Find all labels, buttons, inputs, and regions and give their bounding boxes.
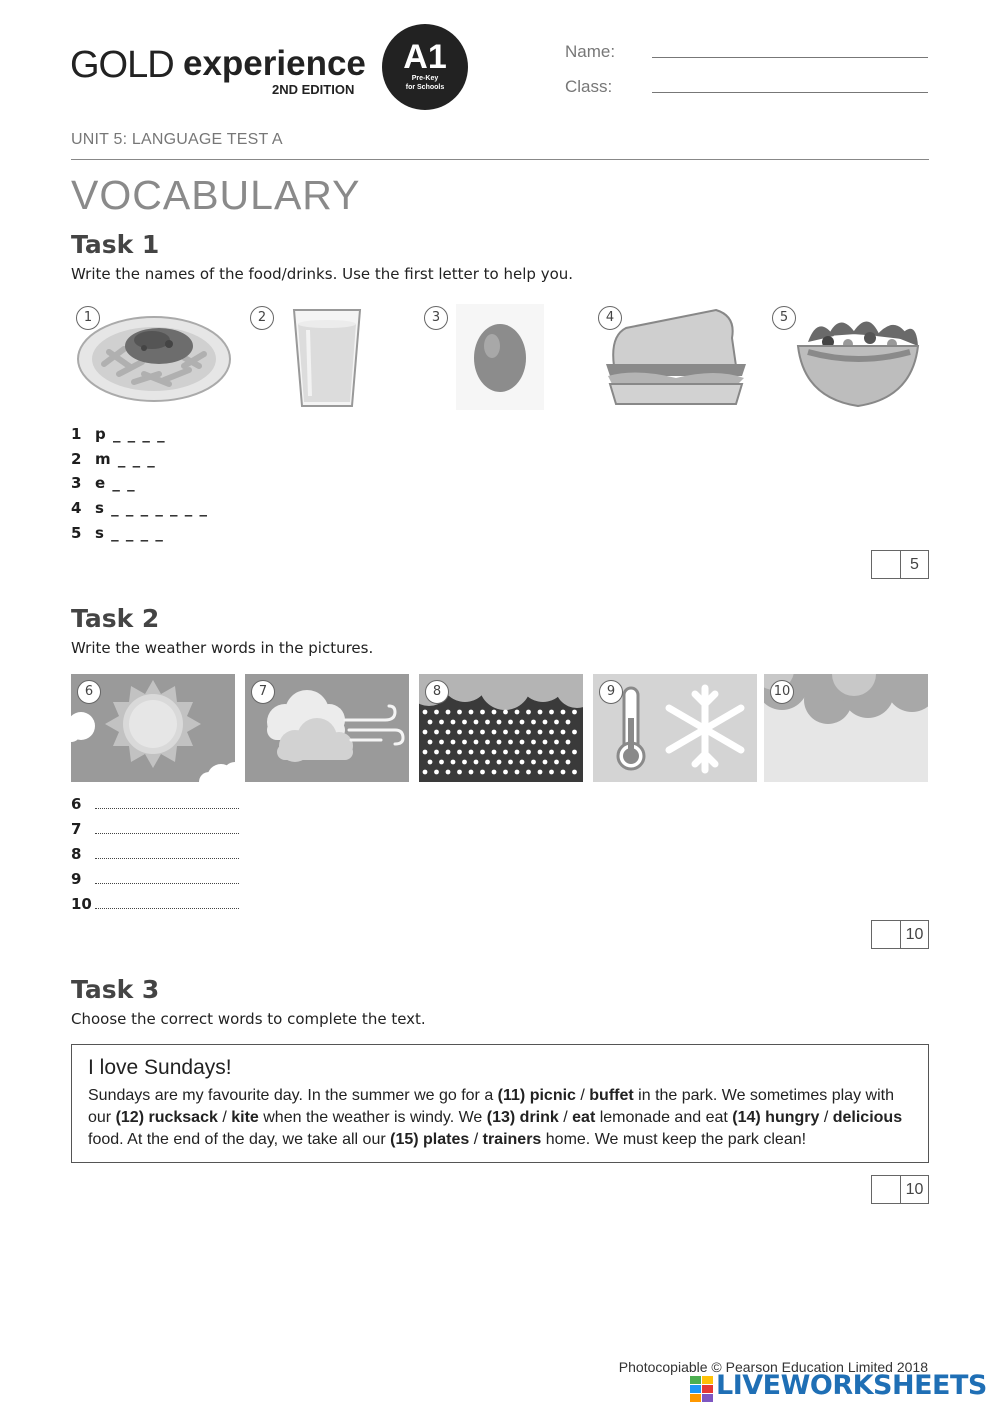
- answer-row[interactable]: [71, 895, 239, 913]
- option-word[interactable]: plates: [423, 1131, 470, 1148]
- raindrop: [439, 760, 444, 765]
- score-max: 5: [910, 556, 919, 573]
- picture-number: 2: [250, 306, 274, 330]
- answer-row[interactable]: [71, 425, 166, 443]
- raindrop: [434, 730, 439, 735]
- raindrop: [503, 730, 508, 735]
- raindrop: [497, 720, 502, 725]
- egg-icon: [456, 304, 544, 410]
- score-box: [871, 550, 929, 579]
- score-input[interactable]: [872, 551, 901, 578]
- raindrop: [457, 750, 462, 755]
- raindrop: [526, 710, 531, 715]
- raindrop: [503, 710, 508, 715]
- unit-title: UNIT 5: LANGUAGE TEST A: [71, 131, 283, 148]
- picture-number: 5: [772, 306, 796, 330]
- answer-blank[interactable]: [95, 846, 239, 859]
- raindrop: [462, 720, 467, 725]
- picture-number: 6: [77, 680, 101, 704]
- raindrop: [462, 740, 467, 745]
- text-segment: lemonade and eat: [595, 1109, 733, 1126]
- raindrop: [572, 730, 577, 735]
- answer-number: 1: [71, 425, 82, 443]
- raindrop: [474, 740, 479, 745]
- raindrop: [538, 750, 543, 755]
- picture-number: 3: [424, 306, 448, 330]
- score-input[interactable]: [872, 1176, 901, 1203]
- option-separator: /: [469, 1131, 483, 1148]
- level-badge-text: A1: [403, 38, 447, 76]
- answer-row[interactable]: [71, 845, 239, 863]
- gap-number: (15): [390, 1131, 419, 1148]
- raindrop: [480, 710, 485, 715]
- brand-experience: experience: [183, 44, 366, 83]
- raindrop: [515, 750, 520, 755]
- raindrop: [469, 710, 474, 715]
- gap-number: (11): [497, 1087, 526, 1104]
- answer-row[interactable]: [71, 820, 239, 838]
- answer-number: 5: [71, 524, 82, 542]
- raindrop: [515, 730, 520, 735]
- raindrop: [428, 760, 433, 765]
- answer-number: 3: [71, 474, 82, 492]
- raindrop: [515, 710, 520, 715]
- raindrop: [485, 760, 490, 765]
- score-box: [871, 920, 929, 949]
- raindrop: [469, 770, 474, 775]
- header-divider: [71, 159, 929, 160]
- raindrop: [428, 740, 433, 745]
- raindrop: [554, 720, 559, 725]
- answer-blank[interactable]: [95, 821, 239, 834]
- raindrop: [423, 770, 428, 775]
- task2-instruction: Write the weather words in the pictures.: [71, 639, 374, 657]
- raindrop: [572, 710, 577, 715]
- raindrop: [538, 770, 543, 775]
- picture-number: 8: [425, 680, 449, 704]
- raindrop: [497, 740, 502, 745]
- raindrop: [462, 760, 467, 765]
- raindrop: [480, 750, 485, 755]
- answer-number: 9: [71, 870, 82, 888]
- raindrop: [497, 760, 502, 765]
- option-word[interactable]: rucksack: [148, 1109, 218, 1126]
- raindrop: [451, 740, 456, 745]
- raindrop: [572, 770, 577, 775]
- option-word[interactable]: hungry: [765, 1109, 820, 1126]
- liveworksheets-wordmark: LIVEWORKSHEETS: [716, 1370, 987, 1401]
- raindrop: [434, 770, 439, 775]
- raindrop: [531, 760, 536, 765]
- picture-number: 1: [76, 306, 100, 330]
- raindrop: [554, 760, 559, 765]
- class-field[interactable]: [652, 92, 928, 93]
- raindrop: [566, 740, 571, 745]
- raindrop: [451, 760, 456, 765]
- raindrop: [474, 720, 479, 725]
- raindrop: [531, 720, 536, 725]
- raindrop: [543, 760, 548, 765]
- answer-row[interactable]: [71, 795, 239, 813]
- answer-row[interactable]: [71, 474, 136, 492]
- option-separator: /: [575, 1087, 590, 1104]
- option-word[interactable]: kite: [231, 1109, 259, 1126]
- raindrop: [446, 750, 451, 755]
- answer-row[interactable]: [71, 524, 164, 542]
- raindrop: [538, 710, 543, 715]
- raindrop: [446, 730, 451, 735]
- option-word[interactable]: drink: [519, 1109, 559, 1126]
- raindrop: [520, 720, 525, 725]
- raindrop: [543, 740, 548, 745]
- raindrop: [520, 740, 525, 745]
- raindrop: [428, 720, 433, 725]
- raindrop: [492, 710, 497, 715]
- raindrop: [508, 720, 513, 725]
- option-word[interactable]: eat: [572, 1109, 596, 1126]
- score-box: [871, 1175, 929, 1204]
- answer-blank[interactable]: [95, 871, 239, 884]
- raindrop: [554, 740, 559, 745]
- answer-row[interactable]: [71, 499, 208, 517]
- raindrop: [492, 730, 497, 735]
- raindrop: [434, 710, 439, 715]
- reading-body: [88, 1085, 914, 1151]
- answer-number: 6: [71, 795, 82, 813]
- task1-title: Task 1: [71, 230, 160, 259]
- raindrop: [526, 730, 531, 735]
- reading-text-box: [71, 1044, 929, 1163]
- reading-title: I love Sundays!: [88, 1056, 232, 1079]
- picture-number: 7: [251, 680, 275, 704]
- picture-number: 10: [770, 680, 794, 704]
- section-title: VOCABULARY: [71, 172, 361, 218]
- answer-number: 8: [71, 845, 82, 863]
- text-segment: Sundays are my favourite day. In the summer we go for a: [88, 1087, 498, 1104]
- answer-hint: e _ _: [95, 474, 136, 492]
- raindrop: [480, 770, 485, 775]
- raindrop: [561, 770, 566, 775]
- raindrop: [492, 770, 497, 775]
- answer-hint: p _ _ _ _: [95, 425, 166, 443]
- answer-number: 7: [71, 820, 82, 838]
- raindrop: [566, 720, 571, 725]
- level-badge-sub1: Pre-Key: [411, 75, 439, 82]
- answer-number: 10: [71, 895, 92, 913]
- picture-number: 4: [598, 306, 622, 330]
- score-max: 10: [905, 1181, 924, 1198]
- picture-number: 9: [599, 680, 623, 704]
- raindrop: [549, 730, 554, 735]
- name-field[interactable]: [652, 57, 928, 58]
- raindrop: [439, 720, 444, 725]
- answer-hint: s _ _ _ _: [95, 524, 164, 542]
- raindrop: [543, 720, 548, 725]
- answer-row[interactable]: [71, 450, 156, 468]
- raindrop: [446, 770, 451, 775]
- brand-gold: GOLD: [70, 44, 174, 86]
- raindrop: [566, 760, 571, 765]
- raindrop: [474, 760, 479, 765]
- raindrop: [492, 750, 497, 755]
- raindrop: [549, 710, 554, 715]
- raindrop: [520, 760, 525, 765]
- text-segment: home. We must keep the park clean!: [541, 1131, 807, 1148]
- level-badge-sub2: for Schools: [405, 84, 445, 91]
- raindrop: [561, 710, 566, 715]
- raindrop: [469, 750, 474, 755]
- raindrop: [503, 770, 508, 775]
- task3-instruction: Choose the correct words to complete the text.: [71, 1010, 426, 1028]
- answer-blank[interactable]: [95, 896, 239, 909]
- raindrop: [538, 730, 543, 735]
- option-word[interactable]: trainers: [482, 1131, 542, 1148]
- raindrop: [439, 740, 444, 745]
- liveworksheets-blocks-icon: [690, 1374, 714, 1404]
- option-separator: /: [558, 1109, 573, 1126]
- class-label: Class:: [565, 77, 613, 96]
- brand-edition: 2ND EDITION: [272, 82, 355, 97]
- gap-number: (14): [732, 1109, 761, 1126]
- answer-hint: s _ _ _ _ _ _ _: [95, 499, 208, 517]
- option-separator: /: [217, 1109, 232, 1126]
- raindrop: [457, 710, 462, 715]
- raindrop: [423, 710, 428, 715]
- raindrop: [423, 730, 428, 735]
- raindrop: [526, 750, 531, 755]
- gap-number: (12): [115, 1109, 145, 1126]
- gap-number: (13): [486, 1109, 516, 1126]
- raindrop: [469, 730, 474, 735]
- level-badge: [382, 24, 468, 110]
- copyright-notice: Photocopiable © Pearson Education Limited 2018: [618, 1359, 928, 1375]
- answer-hint: m _ _ _: [95, 450, 156, 468]
- score-max: 10: [905, 926, 924, 943]
- raindrop: [451, 720, 456, 725]
- liveworksheets-logo: [690, 1370, 987, 1406]
- raindrop: [446, 710, 451, 715]
- raindrop: [572, 750, 577, 755]
- raindrop: [480, 730, 485, 735]
- raindrop: [508, 740, 513, 745]
- task3-title: Task 3: [71, 975, 160, 1004]
- raindrop: [457, 730, 462, 735]
- salad-bowl-icon: [788, 306, 928, 410]
- task1-instruction: Write the names of the food/drinks. Use the first letter to help you.: [71, 265, 574, 283]
- answer-number: 2: [71, 450, 82, 468]
- answer-number: 4: [71, 499, 82, 517]
- option-separator: /: [819, 1109, 833, 1126]
- text-segment: when the weather is windy. We: [258, 1109, 487, 1126]
- raindrop: [526, 770, 531, 775]
- raindrop: [549, 770, 554, 775]
- raindrop: [549, 750, 554, 755]
- option-word[interactable]: buffet: [589, 1087, 634, 1104]
- text-segment: in the park. We sometimes play with our: [88, 1087, 894, 1126]
- option-word[interactable]: picnic: [529, 1087, 576, 1104]
- raindrop: [423, 750, 428, 755]
- option-word[interactable]: delicious: [832, 1109, 903, 1126]
- raindrop: [434, 750, 439, 755]
- name-label: Name:: [565, 42, 616, 61]
- raindrop: [485, 720, 490, 725]
- answer-row[interactable]: [71, 870, 239, 888]
- raindrop: [485, 740, 490, 745]
- raindrop: [457, 770, 462, 775]
- milk-glass-icon: [286, 306, 368, 410]
- raindrop: [561, 730, 566, 735]
- text-segment: food. At the end of the day, we take all our: [88, 1131, 391, 1148]
- answer-blank[interactable]: [95, 796, 239, 809]
- task2-title: Task 2: [71, 604, 160, 633]
- raindrop: [561, 750, 566, 755]
- raindrop: [531, 740, 536, 745]
- raindrop: [503, 750, 508, 755]
- raindrop: [508, 760, 513, 765]
- raindrop: [515, 770, 520, 775]
- score-input[interactable]: [872, 921, 901, 948]
